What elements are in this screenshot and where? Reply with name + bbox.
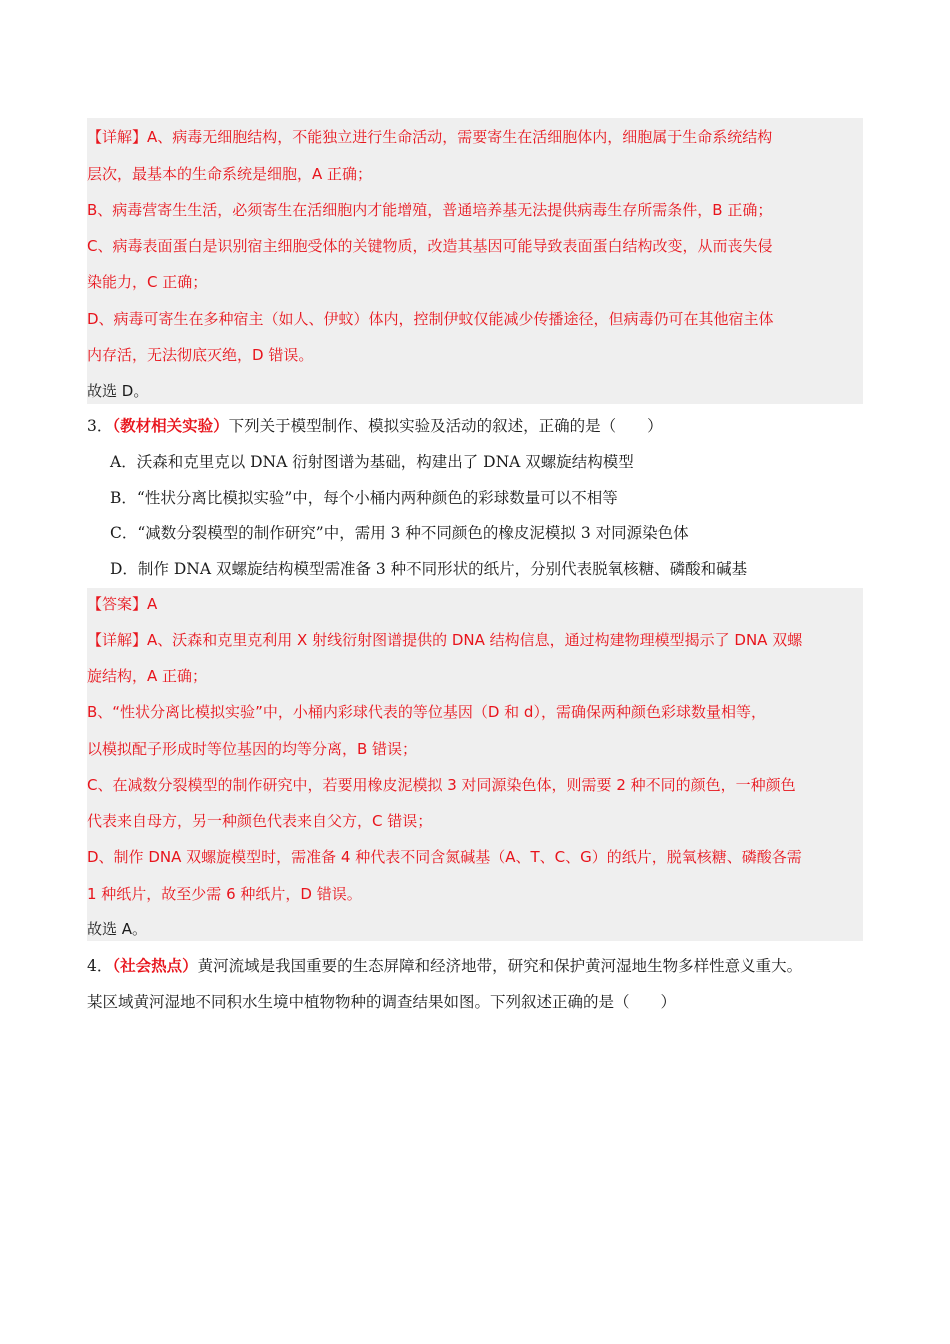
answer2-line-6: D、病毒可寄生在多种宿主（如人、伊蚊）体内，控制伊蚊仅能减少传播途径，但病毒仍可在其他宿主体 bbox=[87, 310, 774, 328]
answer2-line-5: 染能力，C 正确； bbox=[87, 273, 208, 291]
answer2-line-4: C、病毒表面蛋白是识别宿主细胞受体的关键物质，改造其基因可能导致表面蛋白结构改变，从而丧失侵 bbox=[87, 237, 773, 255]
question4-stem-line-1 bbox=[87, 956, 802, 976]
answer3-line-1: 【详解】A、沃森和克里克利用 X 射线衍射图谱提供的 DNA 结构信息，通过构建物理模型揭示了 DNA 双螺 bbox=[87, 631, 803, 649]
answer3-line-3: B、“性状分离比模拟实验”中，小桶内彩球代表的等位基因（D 和 d），需确保两种颜色彩球数量相等， bbox=[87, 703, 766, 721]
answer2-line-1: 【详解】A、病毒无细胞结构，不能独立进行生命活动，需要寄生在活细胞体内，细胞属于生命系统结构 bbox=[87, 128, 773, 146]
question3-number: 3． bbox=[87, 417, 113, 435]
question4-stem-line-2: 某区域黄河湿地不同积水生境中植物物种的调查结果如图。下列叙述正确的是（ ） bbox=[87, 993, 677, 1011]
question3-option-d: D．制作 DNA 双螺旋结构模型需准备 3 种不同形状的纸片，分别代表脱氧核糖、磷酸和碱基 bbox=[110, 560, 748, 578]
answer3-line-4: 以模拟配子形成时等位基因的均等分离，B 错误； bbox=[87, 740, 418, 758]
question4-tag: （社会热点） bbox=[112, 956, 198, 975]
question3-option-a: A．沃森和克里克以 DNA 衍射图谱为基础，构建出了 DNA 双螺旋结构模型 bbox=[110, 453, 634, 471]
answer2-line-2: 层次，最基本的生命系统是细胞，A 正确； bbox=[87, 165, 373, 183]
question4-text: 黄河流域是我国重要的生态屏障和经济地带，研究和保护黄河湿地生物多样性意义重大。 bbox=[197, 957, 803, 975]
question3-tag: （教材相关实验） bbox=[112, 416, 229, 435]
answer3-line-6: 代表来自母方，另一种颜色代表来自父方，C 错误； bbox=[87, 812, 433, 830]
question3-text: 下列关于模型制作、模拟实验及活动的叙述，正确的是（ ） bbox=[228, 417, 663, 435]
answer3-line-7: D、制作 DNA 双螺旋模型时，需准备 4 种代表不同含氮碱基（A、T、C、G）的纸片，脱氧核糖、磷酸各需 bbox=[87, 848, 802, 866]
question3-option-c: C．“减数分裂模型的制作研究”中，需用 3 种不同颜色的橡皮泥模拟 3 对同源染色体 bbox=[110, 524, 689, 542]
answer3-line-2: 旋结构，A 正确； bbox=[87, 667, 208, 685]
answer2-line-7: 内存活，无法彻底灭绝，D 错误。 bbox=[87, 346, 314, 364]
answer2-choose: 故选 D。 bbox=[87, 382, 149, 400]
question4-number: 4． bbox=[87, 957, 113, 975]
answer3-choose: 故选 A。 bbox=[87, 920, 148, 938]
answer3-answer: 【答案】A bbox=[87, 595, 158, 613]
answer3-line-5: C、在减数分裂模型的制作研究中，若要用橡皮泥模拟 3 对同源染色体，则需要 2 种不同的颜色，一种颜色 bbox=[87, 776, 796, 794]
answer2-line-3: B、病毒营寄生生活，必须寄生在活细胞内才能增殖，普通培养基无法提供病毒生存所需条件，B 正确； bbox=[87, 201, 773, 219]
question3-stem bbox=[87, 416, 663, 436]
question3-option-b: B．“性状分离比模拟实验”中，每个小桶内两种颜色的彩球数量可以不相等 bbox=[110, 489, 618, 507]
answer3-line-8: 1 种纸片，故至少需 6 种纸片，D 错误。 bbox=[87, 885, 362, 903]
